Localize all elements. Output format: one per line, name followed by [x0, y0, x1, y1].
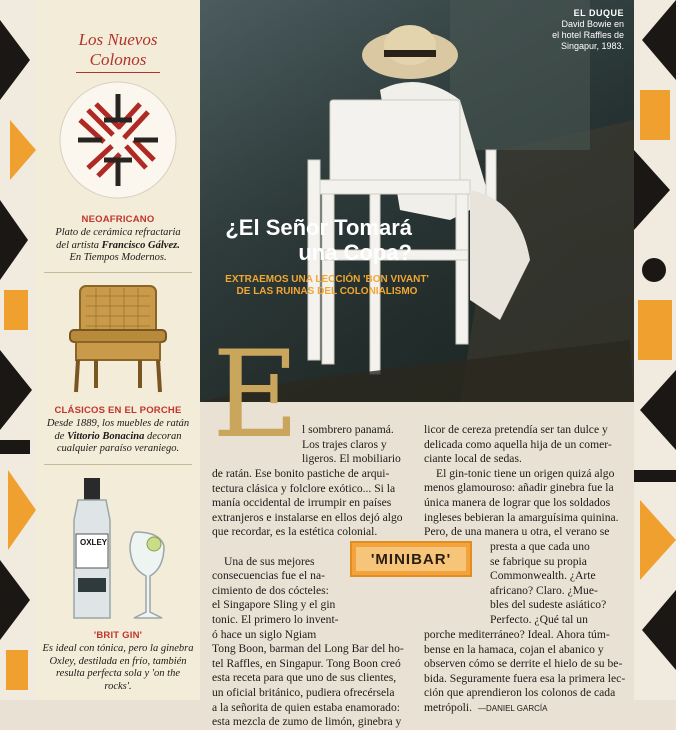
drop-cap: E — [212, 326, 300, 465]
article-line: ingleses bebieran la amarguísima quinina. — [424, 510, 619, 524]
sidebar-panel — [36, 0, 200, 700]
article-col2-body — [424, 423, 620, 540]
article-line: porche mediterráneo? Ideal. Ahora túm- — [424, 628, 610, 641]
caption-line: cualquier paraíso veraniego. — [56, 443, 180, 454]
article-subhead — [200, 274, 454, 298]
photo-caption-line: el hotel Raffles de — [552, 30, 624, 40]
item-caption-clasicos — [42, 418, 194, 456]
caption-artist-name: Francisco Gálvez. — [101, 239, 180, 251]
sidebar-title-rule — [76, 72, 160, 73]
article-line: consecuencias fue el na- — [212, 569, 325, 583]
article-line: bense en la hamaca, cojan el abanico y — [424, 642, 604, 656]
article-line: bida. Seguramente fuera esa la primera lec- — [424, 671, 626, 685]
item-heading-neoafricano: NEOAFRICANO — [81, 214, 155, 225]
article-line: tectura clásica y folclore exótico... Si la — [212, 481, 396, 495]
headline-line: ¿El Señor Tomará — [225, 215, 412, 240]
article-line: El gin-tonic tiene un origen quizá algo — [436, 466, 615, 480]
photo-caption-line: Singapur, 1983. — [560, 41, 624, 51]
ceramic-plate-image — [58, 80, 178, 200]
article-line: Pero, de una manera u otra, el verano se — [424, 525, 610, 539]
tribal-pattern-left — [0, 0, 36, 700]
rattan-chair-image — [66, 280, 170, 395]
caption-text: de — [54, 430, 68, 442]
item-caption-brit-gin — [42, 643, 194, 693]
minibar-label: 'MINIBAR' — [356, 547, 466, 571]
sidebar-title-line2: Colonos — [89, 50, 147, 69]
item-caption-neoafricano — [42, 227, 194, 265]
article-line: esta receta para que uno de sus clientes, — [212, 671, 397, 685]
tribal-pattern-right — [634, 0, 676, 700]
article-headline — [212, 215, 412, 265]
caption-text: decoran — [144, 430, 182, 442]
article-line: se fabrique su propia — [490, 554, 587, 568]
article-line: Los trajes claros y — [302, 437, 387, 451]
caption-line: Es ideal con tónica, pero la ginebra — [42, 643, 194, 654]
photo-caption-title: EL DUQUE — [573, 8, 624, 18]
article-line: presta a que cada uno — [490, 540, 590, 553]
caption-line: resulta perfecta sola y 'on the rocks'. — [55, 668, 181, 692]
article-line: metrópoli. —DANIEL GARCÍA — [424, 700, 548, 714]
article-line: ligeros. El mobiliario — [302, 452, 401, 466]
article-col2-end — [424, 628, 624, 717]
caption-text: del artista — [56, 239, 102, 251]
article-col2-wrap — [490, 540, 622, 628]
caption-line — [42, 240, 194, 253]
article-line: tel Raffles, en Singapur. Tong Boon creó — [212, 656, 401, 670]
article-line: ciante local de sedas. — [424, 452, 522, 466]
article-col1-body — [212, 467, 414, 730]
article-line: Una de sus mejores — [224, 554, 315, 568]
article-line: de ratán. Ese bonito pastiche de arqui- — [212, 467, 390, 480]
subhead-line: DE LAS RUINAS DEL COLONIALISMO — [236, 286, 418, 297]
article-line: l sombrero panamá. — [302, 423, 394, 436]
subhead-line: EXTRAEMOS UNA LECCIÓN 'BON VIVANT' — [225, 274, 429, 285]
article-line: el Singapore Sling y el gin — [212, 598, 336, 612]
article-line: manía occidental de irrumpir en países — [212, 496, 392, 510]
headline-line: una Copa? — [298, 240, 412, 265]
article-col1-intro — [302, 423, 412, 467]
photo-caption — [552, 8, 624, 52]
sidebar-title-line1: Los Nuevos — [78, 30, 158, 49]
article-line: Commonwealth. ¿Arte — [490, 569, 596, 583]
article-line: única manera de lograr que los soldados — [424, 495, 611, 509]
article-line: bles del sudeste asiático? — [490, 598, 607, 612]
article-line: esta mezcla de zumo de limón, ginebra y — [212, 715, 402, 729]
article-line: africano? Claro. ¿Mue- — [490, 583, 598, 597]
caption-line: Oxley, destilada en frío, también — [49, 655, 187, 667]
article-line: ó hace un siglo Ngiam — [212, 627, 317, 641]
gin-bottle-image — [64, 472, 176, 624]
article-line: tonic. El primero lo invent- — [212, 612, 339, 626]
sidebar-divider — [44, 272, 192, 273]
article-line: que recordar, es la estética colonial. — [212, 525, 378, 539]
bottle-label-text: OXLEY — [80, 538, 108, 547]
caption-line — [42, 431, 194, 444]
sidebar-divider — [44, 464, 192, 465]
item-heading-clasicos: CLÁSICOS EN EL PORCHE — [54, 405, 182, 416]
minibar-badge — [350, 541, 472, 577]
article-line: delicada como aquella hija de un comer- — [424, 437, 612, 451]
article-line: extranjeros e instalarse en ellos dejó algo — [212, 510, 403, 524]
caption-brand-name: Vittorio Bonacina — [67, 430, 145, 442]
article-line: a la señorita de quien estaba enamorado: — [212, 700, 400, 714]
article-line: un oficial británico, pudiera ofrecérsela — [212, 685, 395, 699]
article-byline: —DANIEL GARCÍA — [477, 703, 548, 713]
article-line: observen cómo se derrite el hielo de su be- — [424, 657, 623, 671]
article-line: menos glamouroso: añadir ginebra fue la — [424, 481, 614, 495]
article-line: ción que aprendieron los colonos de cada — [424, 686, 616, 700]
caption-line: Desde 1889, los muebles de ratán — [46, 418, 190, 429]
article-line: Tong Boon, barman del Long Bar del ho- — [212, 642, 404, 656]
caption-line: Plato de cerámica refractaria — [55, 227, 181, 238]
article-line: licor de cereza pretendía ser tan dulce y — [424, 423, 608, 436]
photo-caption-line: David Bowie en — [561, 19, 624, 29]
article-line: Perfecto. ¿Qué tal un — [490, 612, 588, 626]
article-line: cimiento de dos cócteles: — [212, 583, 329, 597]
caption-line: En Tiempos Modernos. — [69, 252, 167, 263]
item-heading-brit-gin: 'BRIT GIN' — [93, 630, 143, 641]
